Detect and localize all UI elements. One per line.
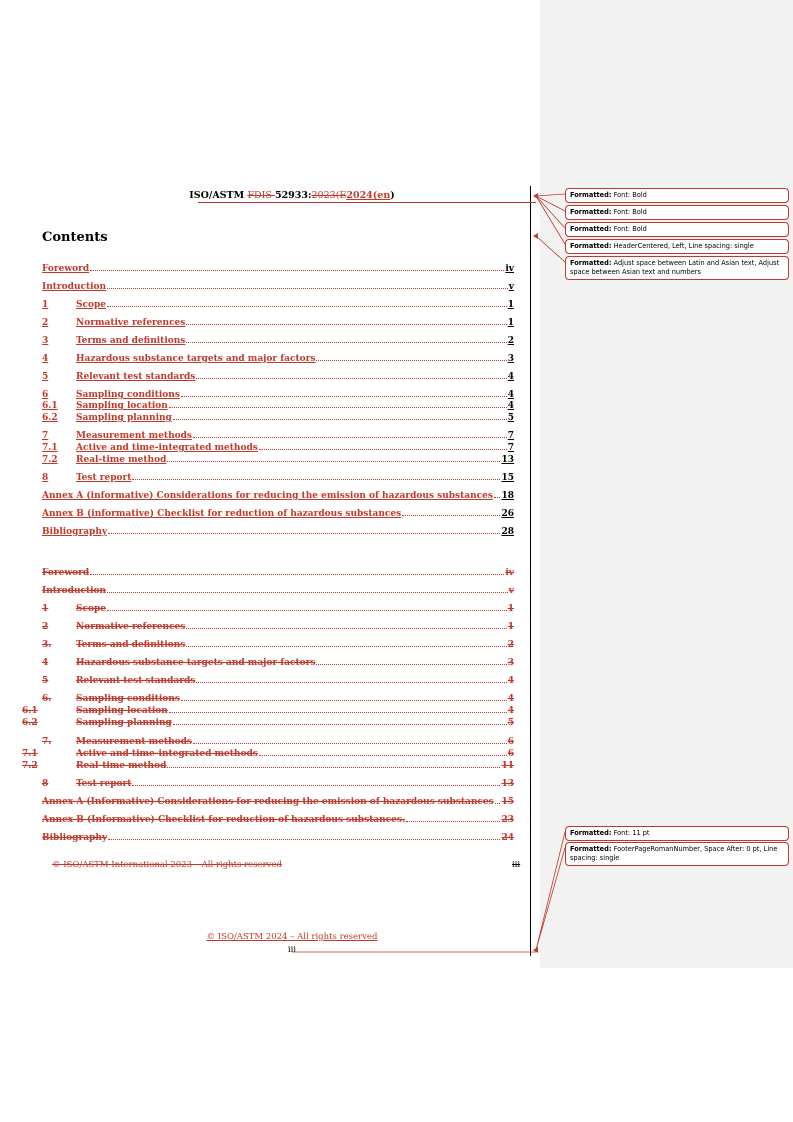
balloon-text: Font: Bold <box>611 225 647 233</box>
toc-entry-page: 7 <box>507 431 514 441</box>
toc-entry-page: 3 <box>507 658 514 668</box>
toc-entry-number: 6 <box>42 390 49 400</box>
toc-entry-number: 3. <box>42 640 52 650</box>
toc-entry-number: 8 <box>42 779 49 789</box>
balloon-text: Font: 11 pt <box>611 829 650 837</box>
toc-entry-number: 6. <box>42 694 52 704</box>
toc-entry-number: 2 <box>42 622 49 632</box>
balloon-label: Formatted: <box>570 191 612 199</box>
toc-entry-page: 1 <box>507 622 514 632</box>
toc-entry-page: 4 <box>507 372 514 382</box>
toc-entry-number: 6.1 <box>22 706 38 716</box>
toc-entry-title: Measurement methods <box>76 431 192 441</box>
balloon-label: Formatted: <box>570 829 612 837</box>
toc-entry-title: Foreword <box>42 264 90 274</box>
toc-entry-title: Annex B (Informative) Checklist for reduction of hazardous substances. <box>42 815 406 825</box>
connector-1 <box>536 194 565 196</box>
toc-entry-number: 5 <box>42 676 49 686</box>
toc-entry-title: Foreword <box>42 568 90 578</box>
toc-entry-title: Test report <box>76 779 132 789</box>
balloon-label: Formatted: <box>570 259 612 267</box>
header-deleted-text: FDIS <box>247 190 275 201</box>
toc-entry-title: Normative references <box>76 622 186 632</box>
toc-entry-page: 26 <box>501 509 514 519</box>
toc-entry-page: v <box>508 586 514 596</box>
balloon-text: Font: Bold <box>611 191 647 199</box>
toc-entry-page: 5 <box>507 413 514 423</box>
toc-entry-title: Test report <box>76 473 132 483</box>
connector-6 <box>536 832 565 950</box>
toc-entry-title: Relevant test standards <box>76 372 196 382</box>
toc-entry-title: Sampling conditions <box>76 390 180 400</box>
footer-deleted-copyright: © ISO/ASTM International 2023 – All rights reserved <box>52 860 282 870</box>
toc-entry-page: 6 <box>507 749 514 759</box>
toc-entry-page: 15 <box>501 473 514 483</box>
toc-entry-title: Annex B (informative) Checklist for reduction of hazardous substances <box>42 509 402 519</box>
balloon-text: Font: Bold <box>611 208 647 216</box>
contents-heading: Contents <box>42 230 108 245</box>
toc-entry-title: Annex A (Informative) Considerations for reducing the emission of hazardous substances <box>42 797 494 807</box>
toc-entry-number: 8 <box>42 473 49 483</box>
toc-entry-page: 4 <box>507 694 514 704</box>
toc-entry-page: 4 <box>507 676 514 686</box>
toc-entry-title: Annex A (informative) Considerations for reducing the emission of hazardous substances <box>42 491 493 501</box>
toc-entry-page: iv <box>505 264 514 274</box>
toc-entry-page: 24 <box>501 833 514 843</box>
header-inserted-year: 2024(en <box>346 190 391 201</box>
toc-entry-number: 7.1 <box>42 443 58 453</box>
footer-copyright: © ISO/ASTM 2024 – All rights reserved <box>206 932 378 942</box>
toc-entry-page: iv <box>505 568 514 578</box>
toc-entry-title: Introduction <box>42 586 107 596</box>
toc-entry-page: 3 <box>507 354 514 364</box>
balloon-text: Adjust space between Latin and Asian text, Adjust space between Asian text and numbers <box>570 259 780 276</box>
footer-deleted-roman: iii <box>512 860 521 870</box>
header-prefix: ISO/ASTM <box>189 190 248 201</box>
balloon-text: FooterPageRomanNumber, Space After: 0 pt, Line spacing: single <box>570 845 778 862</box>
toc-entry-title: Normative references <box>76 318 186 328</box>
toc-entry-page: 2 <box>507 336 514 346</box>
balloon-label: Formatted: <box>570 242 612 250</box>
toc-entry-number: 7.1 <box>22 749 38 759</box>
balloon-label: Formatted: <box>570 845 612 853</box>
toc-entry-number: 7.2 <box>42 455 58 465</box>
toc-entry-page: 1 <box>507 604 514 614</box>
toc-entry-number: 7 <box>42 431 49 441</box>
connector-7 <box>536 848 565 950</box>
toc-entry-title: Hazardous substance targets and major factors <box>76 354 316 364</box>
connector-5 <box>536 236 565 262</box>
toc-entry-title: Hazardous substance targets and major factors <box>76 658 316 668</box>
connector-3 <box>536 196 565 228</box>
toc-entry-title: Bibliography <box>42 527 108 537</box>
toc-entry-page: 15 <box>501 797 514 807</box>
toc-entry-page: 13 <box>501 455 514 465</box>
toc-entry-page: 4 <box>507 706 514 716</box>
toc-entry-number: 1 <box>42 604 49 614</box>
toc-entry-title: Terms and definitions <box>76 336 186 346</box>
header-suffix: ) <box>390 190 395 201</box>
toc-entry-page: 2 <box>507 640 514 650</box>
toc-entry-number: 6.1 <box>42 401 58 411</box>
toc-entry-page: 5 <box>507 718 514 728</box>
toc-entry-number: 2 <box>42 318 49 328</box>
toc-entry-title: Scope <box>76 604 107 614</box>
header-number: 52933: <box>274 190 312 201</box>
toc-entry-page: 6 <box>507 737 514 747</box>
toc-entry-title: Scope <box>76 300 107 310</box>
anchor-arrow-1 <box>533 193 538 199</box>
toc-entry-page: 18 <box>501 491 514 501</box>
toc-entry-title: Introduction <box>42 282 107 292</box>
anchor-arrow-2 <box>533 233 538 239</box>
balloon-label: Formatted: <box>570 208 612 216</box>
toc-entry-page: 4 <box>507 401 514 411</box>
balloon-text: HeaderCentered, Left, Line spacing: single <box>611 242 754 250</box>
toc-entry-number: 4 <box>42 354 49 364</box>
toc-entry-title: Real-time method <box>76 761 167 771</box>
toc-entry-title: Measurement methods <box>76 737 192 747</box>
toc-entry-title: Relevant test standards <box>76 676 196 686</box>
toc-entry-number: 7.2 <box>22 761 38 771</box>
toc-entry-number: 6.2 <box>22 718 38 728</box>
toc-entry-title: Active and time-integrated methods <box>76 749 258 759</box>
toc-entry-page: 13 <box>501 779 514 789</box>
toc-entry-title: Active and time-integrated methods <box>76 443 258 453</box>
toc-entry-title: Sampling conditions <box>76 694 180 704</box>
toc-entry-number: 7. <box>42 737 52 747</box>
toc-entry-number: 5 <box>42 372 49 382</box>
toc-entry-number: 1 <box>42 300 49 310</box>
footer-page-number: iii <box>287 945 297 955</box>
toc-entry-page: 4 <box>507 390 514 400</box>
balloon-label: Formatted: <box>570 225 612 233</box>
toc-entry-number: 3 <box>42 336 49 346</box>
toc-entry-title: Sampling location <box>76 706 168 716</box>
toc-entry-title: Bibliography <box>42 833 108 843</box>
toc-entry-page: 28 <box>501 527 514 537</box>
toc-entry-title: Terms and definitions <box>76 640 186 650</box>
toc-entry-page: 1 <box>507 318 514 328</box>
toc-entry-page: 1 <box>507 300 514 310</box>
toc-entry-page: 11 <box>501 761 514 771</box>
toc-entry-title: Sampling planning <box>76 413 172 423</box>
toc-entry-page: v <box>508 282 514 292</box>
toc-entry-page: 7 <box>507 443 514 453</box>
toc-entry-page: 23 <box>501 815 514 825</box>
toc-entry-title: Sampling planning <box>76 718 172 728</box>
header-deleted-year: 2023(E <box>311 190 347 201</box>
toc-entry-title: Sampling location <box>76 401 168 411</box>
toc-entry-title: Real-time method <box>76 455 167 465</box>
toc-entry-number: 6.2 <box>42 413 58 423</box>
toc-entry-number: 4 <box>42 658 49 668</box>
